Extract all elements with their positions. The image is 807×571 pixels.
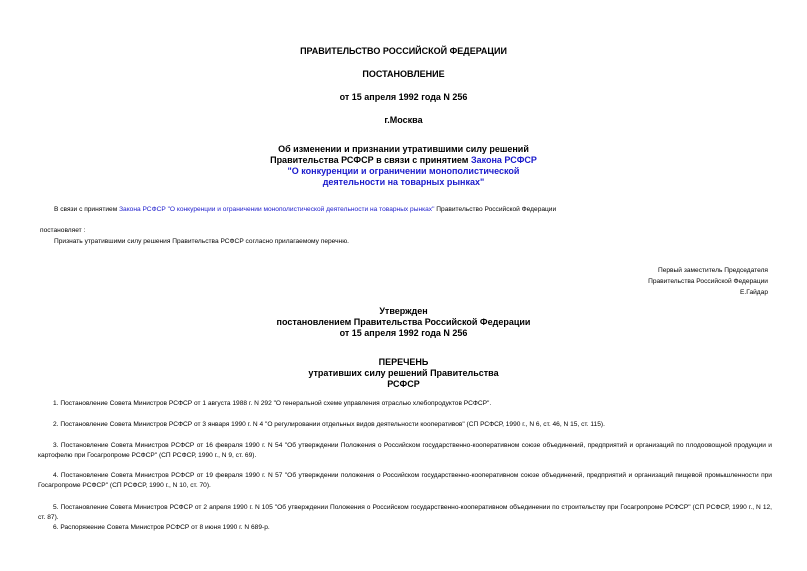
approval-source: постановлением Правительства Российской Федерации xyxy=(276,317,531,327)
preamble-law-link[interactable]: Закона РСФСР "О конкуренции и ограничении монополистической деятельности на товарных рынках" xyxy=(119,206,435,213)
list-subtitle-line1: утративших силу решений Правительства xyxy=(308,368,499,378)
law-link[interactable]: Закона РСФСР xyxy=(470,155,537,165)
approval-date: от 15 апреля 1992 года N 256 xyxy=(339,328,468,338)
list-item: 3. Постановление Совета Министров РСФСР от 16 февраля 1990 г. N 54 "Об утверждении Положения о Российском государственно-кооперативном союзе объединений, предприятий и организаций по плодоовощной продукции и картофелю при Госагропроме РСФСР" (СП РСФСР, 1990 г., N 9, ст. 69). xyxy=(38,442,772,459)
document-type: ПОСТАНОВЛЕНИЕ xyxy=(362,69,445,79)
list-subtitle-line2: РСФСР xyxy=(387,379,420,389)
approval-label: Утвержден xyxy=(379,306,428,316)
preamble-paragraph xyxy=(54,205,556,214)
list-item: 6. Распоряжение Совета Министров РСФСР от 8 июня 1990 г. N 689-р. xyxy=(53,524,270,531)
list-item: 1. Постановление Совета Министров РСФСР от 1 августа 1988 г. N 292 "О генеральной схеме управления отраслью хлебопродуктов РСФСР". xyxy=(53,400,492,407)
document-title-line2 xyxy=(0,155,807,166)
government-name: ПРАВИТЕЛЬСТВО РОССИЙСКОЙ ФЕДЕРАЦИИ xyxy=(300,46,507,56)
preamble-prefix: В связи с принятием xyxy=(54,206,120,213)
list-item: 4. Постановление Совета Министров РСФСР от 19 февраля 1990 г. N 57 "Об утверждении положения о Российском государственно-кооперативном союзе объединений, предприятий и организаций пищевой промышленности при Госагропроме РСФСР" (СП РСФСР, 1990 г., N 10, ст. 70). xyxy=(38,472,772,489)
document-title-line1: Об изменении и признании утратившими силу решений xyxy=(278,144,529,154)
preamble-suffix: Правительство Российской Федерации xyxy=(434,206,557,213)
document-city: г.Москва xyxy=(384,115,423,125)
resolves-label: постановляет : xyxy=(40,227,86,234)
law-link-title-line4[interactable]: деятельности на товарных рынках" xyxy=(322,177,485,187)
list-item: 2. Постановление Совета Министров РСФСР от 3 января 1990 г. N 4 "О регулировании отдельных видов деятельности кооперативов" (СП РСФСР, 1990 г., N 6, ст. 46, N 15, ст. 115). xyxy=(53,421,605,428)
law-link-title-line3[interactable]: "О конкуренции и ограничении монополистической xyxy=(287,166,520,176)
signature-position: Первый заместитель Председателя xyxy=(657,267,768,274)
list-item: 5. Постановление Совета Министров РСФСР от 2 апреля 1990 г. N 105 "Об утверждении Положения о Российском государственно-кооперативном объединении по строительству при Госагропроме РСФСР" (СП РСФСР, 1990 г., N 12, ст. 87). xyxy=(38,504,772,521)
signature-name: Е.Гайдар xyxy=(740,289,768,296)
list-title: ПЕРЕЧЕНЬ xyxy=(378,357,429,367)
signature-organization: Правительства Российской Федерации xyxy=(648,278,768,285)
resolution-text: Признать утратившими силу решения Правительства РСФСР согласно прилагаемому перечню. xyxy=(54,238,349,245)
document-date-number: от 15 апреля 1992 года N 256 xyxy=(339,92,468,102)
title-text: Правительства РСФСР в связи с принятием xyxy=(270,155,471,165)
